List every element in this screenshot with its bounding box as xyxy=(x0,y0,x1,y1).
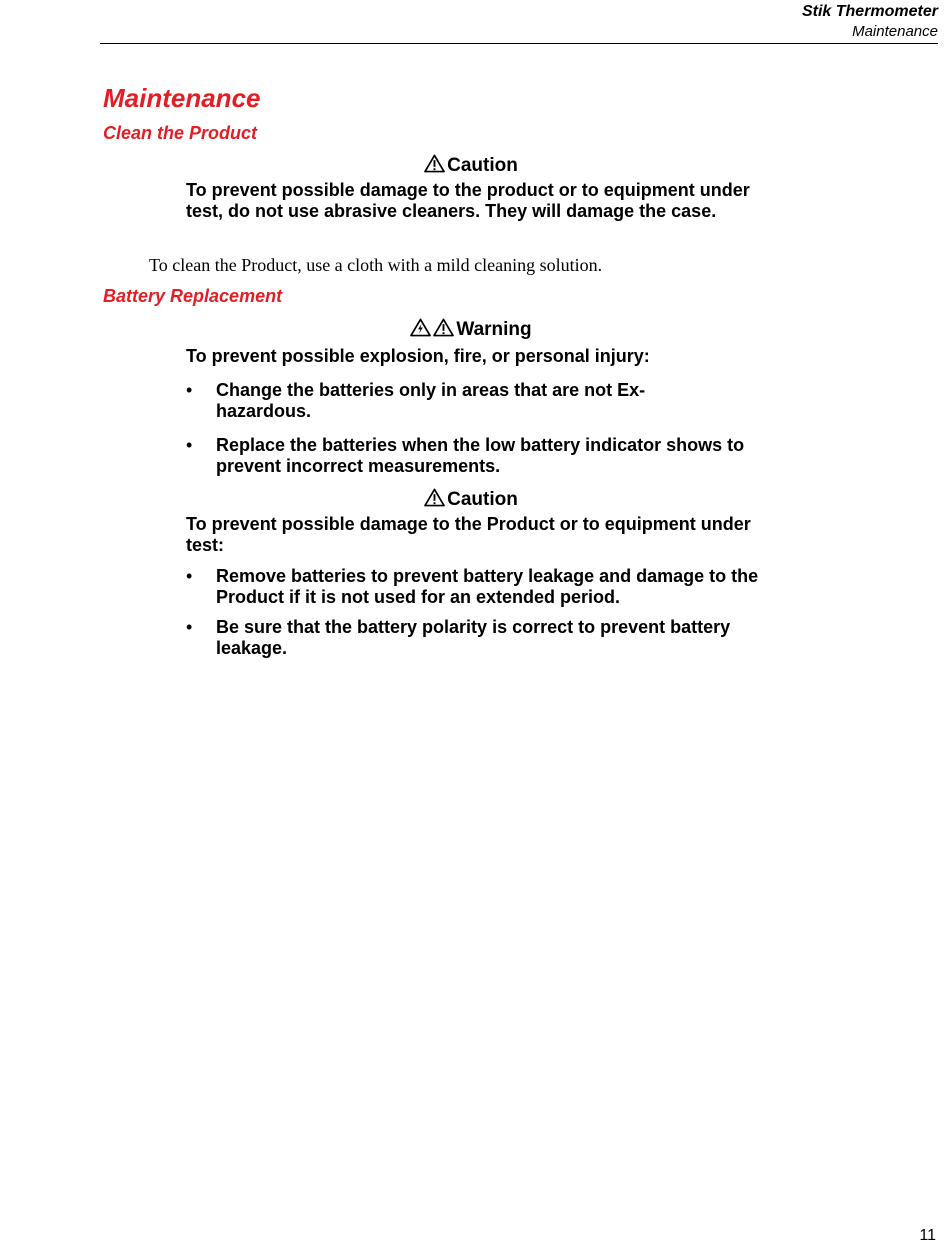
page-title: Maintenance xyxy=(103,83,261,113)
list-item-text: Change the batteries only in areas that are not Ex-hazardous. xyxy=(216,380,646,421)
bullet-marker: • xyxy=(186,566,193,586)
battery-caution-intro: To prevent possible damage to the Product or to equipment under test: xyxy=(186,514,751,555)
document-title: Stik Thermometer xyxy=(801,3,938,20)
hazardous-voltage-icon xyxy=(410,318,431,337)
battery-replacement-heading: Battery Replacement xyxy=(103,286,283,306)
clean-instruction: To clean the Product, use a cloth with a mild cleaning solution. xyxy=(149,255,603,275)
list-item-text: Be sure that the battery polarity is correct to prevent battery leakage. xyxy=(216,617,731,658)
battery-warning-intro: To prevent possible explosion, fire, or personal injury: xyxy=(186,346,650,366)
caution-label: Caution xyxy=(447,155,518,176)
list-item xyxy=(186,435,761,477)
list-item-text: Replace the batteries when the low battery indicator shows to prevent incorrect measurements. xyxy=(216,435,745,476)
clean-caution-header xyxy=(186,154,756,177)
battery-warning-header xyxy=(186,318,756,341)
clean-product-heading: Clean the Product xyxy=(103,123,258,143)
caution-label: Caution xyxy=(447,489,518,510)
bullet-marker: • xyxy=(186,617,193,637)
page-header xyxy=(802,2,938,41)
page-number: 11 xyxy=(919,1227,936,1244)
list-item-text: Remove batteries to prevent battery leakage and damage to the Product if it is not used for an extended period. xyxy=(216,566,759,607)
bullet-marker: • xyxy=(186,380,193,400)
warning-triangle-icon xyxy=(433,318,454,337)
clean-caution-text: To prevent possible damage to the product or to equipment under test, do not use abrasive cleaners. They will damage the case. xyxy=(186,180,750,221)
list-item xyxy=(186,617,761,659)
list-item xyxy=(186,566,761,608)
battery-caution-header xyxy=(186,488,756,511)
section-name: Maintenance xyxy=(852,23,938,40)
bullet-marker: • xyxy=(186,435,193,455)
warning-label: Warning xyxy=(456,319,532,340)
list-item xyxy=(186,380,761,422)
warning-triangle-icon xyxy=(424,488,445,507)
warning-triangle-icon xyxy=(424,154,445,173)
header-divider xyxy=(100,43,938,44)
